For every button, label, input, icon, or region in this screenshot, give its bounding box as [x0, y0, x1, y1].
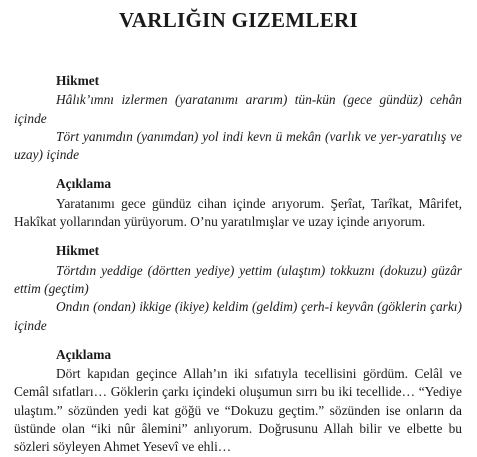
section-hikmet-1	[14, 72, 462, 164]
explanation-paragraph: Dört kapıdan geçince Allah’ın iki sıfatıyla tecellisini gördüm. Celâl ve Cemâl sıfatları… Göklerin çarkı içindeki oluşumun sırrı bu iki tecellide… “Yediye ulaştım.” sözünden yedi kat göğü ve “Dokuzu geçtim.” sözünden ise onların da üstünde olan “iki nûr âlemini” anlıyorum. Doğrusunu Allah bilir ve elbette bu sözleri söyleyen Ahmet Yesevî ve ehli…	[14, 366, 462, 455]
verse-line: Tört yanımdın (yanımdan) yol indi kevn ü mekân (varlık ve yer-yaratılış ve uzay) içinde	[14, 128, 462, 163]
verse-line: Ondın (ondan) ikkige (ikiye) keldim (geldim) çerh-i keyvân (göklerin çarkı) içinde	[14, 299, 462, 333]
verse-line: Hâlık’ımnı izlermen (yaratanımı ararım) tün-kün (gece gündüz) cehân içinde	[14, 92, 462, 126]
section-heading: Açıklama	[56, 346, 112, 362]
section-heading: Açıklama	[56, 176, 112, 192]
section-aciklama-1	[14, 175, 462, 231]
section-heading: Hikmet	[56, 243, 100, 259]
verse-line: Törtdın yeddige (dörtten yediye) yettim (ulaştım) tokkuznı (dokuzu) güzâr ettim (geçtim)	[14, 262, 462, 296]
document-body	[14, 72, 462, 457]
section-heading: Hikmet	[56, 73, 100, 88]
section-aciklama-2	[14, 346, 462, 457]
page-title: VARLIĞIN GIZEMLERI	[119, 8, 358, 32]
explanation-paragraph: Yaratanımı gece gündüz cihan içinde arıyorum. Şerîat, Tarîkat, Mârifet, Hakîkat yollarından yürüyorum. O’nu yaratılmışlar ve uzay içinde arıyorum.	[14, 195, 462, 230]
section-hikmet-2	[14, 242, 462, 334]
